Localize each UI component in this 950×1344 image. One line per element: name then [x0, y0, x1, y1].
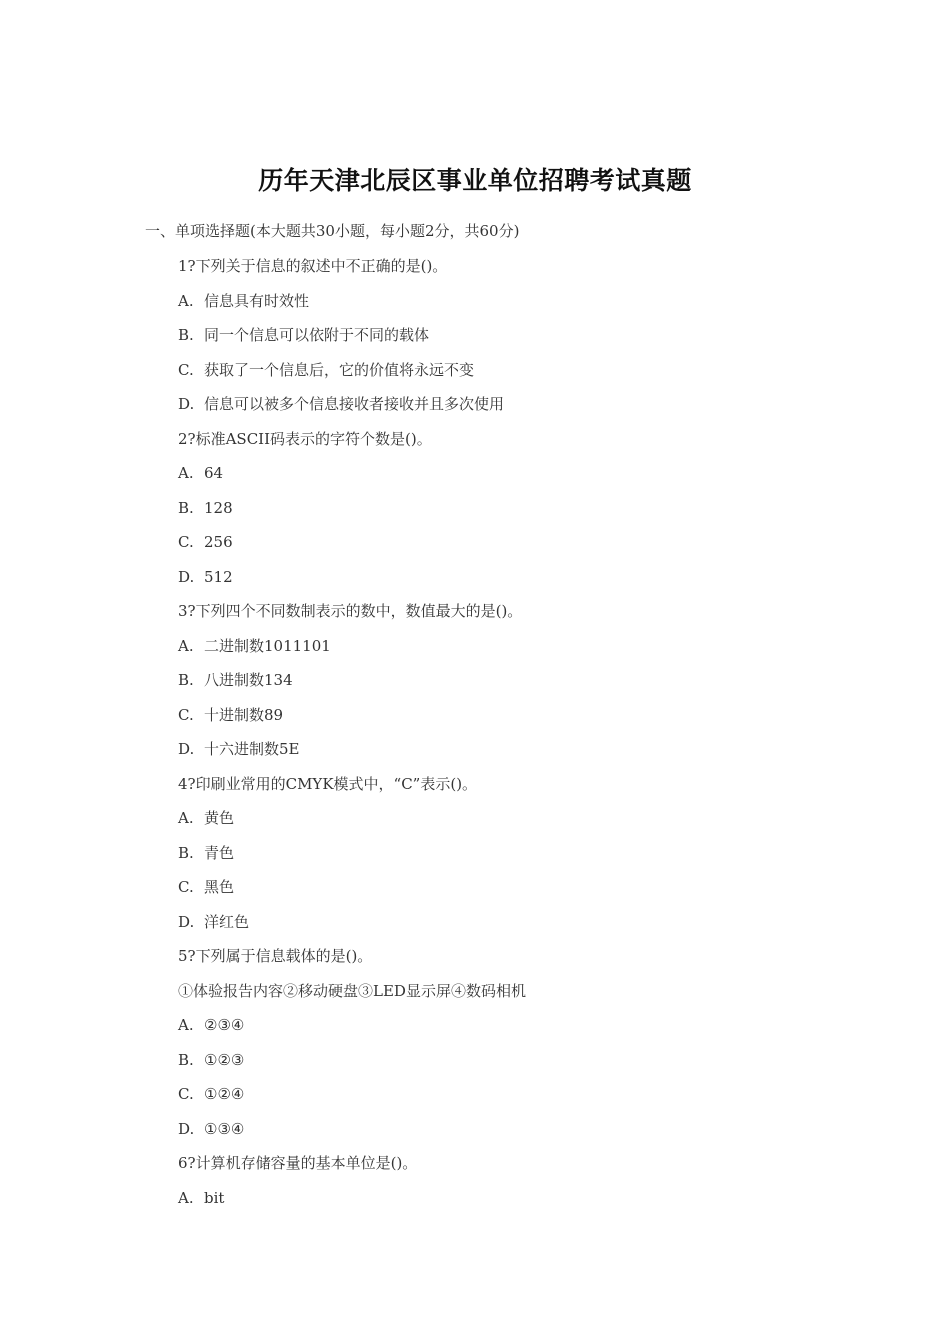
option-letter: A. [178, 464, 194, 482]
option-letter: B. [178, 498, 194, 517]
option-text: 128 [204, 498, 233, 517]
option-letter: A. [178, 1188, 194, 1207]
question-option [178, 565, 526, 600]
question-option [178, 737, 526, 772]
question-option [178, 392, 526, 427]
section-heading: 一、单项选择题(本大题共30小题，每小题2分，共60分) [145, 222, 520, 240]
option-text: 十六进制数5E [204, 740, 300, 758]
question-option [178, 634, 526, 669]
option-letter: B. [178, 1050, 194, 1069]
question-option [178, 841, 526, 876]
option-text: 256 [204, 533, 233, 551]
option-text: ②③④ [204, 1016, 245, 1034]
option-text: 八进制数134 [204, 671, 293, 689]
option-text: 黄色 [204, 809, 235, 827]
document-title: 历年天津北辰区事业单位招聘考试真题 [258, 166, 692, 195]
option-letter: D. [178, 740, 195, 758]
question-sub-stem: ①体验报告内容②移动硬盘③LED显示屏④数码相机 [178, 981, 526, 1000]
option-letter: C. [178, 533, 194, 551]
option-letter: A. [178, 636, 194, 655]
option-letter: D. [178, 395, 195, 413]
question-option [178, 1082, 526, 1117]
question-option [178, 703, 526, 738]
question-stem: 1?下列关于信息的叙述中不正确的是()。 [178, 257, 448, 275]
question-option [178, 1117, 526, 1152]
option-letter: B. [178, 671, 194, 689]
question-option [178, 289, 526, 324]
question-option [178, 910, 526, 945]
option-letter: B. [178, 843, 194, 862]
option-letter: C. [178, 360, 194, 379]
question-list [178, 254, 526, 1220]
option-text: 二进制数1011101 [204, 636, 331, 655]
question-stem: 5?下列属于信息载体的是()。 [178, 947, 373, 965]
option-letter: B. [178, 326, 194, 344]
question-option [178, 358, 526, 393]
option-text: 青色 [204, 843, 235, 862]
question-option [178, 1186, 526, 1221]
question-option [178, 668, 526, 703]
option-text: 信息具有时效性 [204, 291, 310, 310]
question-option [178, 806, 526, 841]
question-option [178, 461, 526, 496]
option-text: ①②④ [204, 1085, 245, 1103]
option-text: 信息可以被多个信息接收者接收并且多次使用 [204, 395, 505, 413]
option-letter: A. [178, 291, 194, 310]
question-stem: 3?下列四个不同数制表示的数中，数值最大的是()。 [178, 602, 523, 620]
option-letter: C. [178, 1085, 194, 1103]
question-option [178, 530, 526, 565]
question-option [178, 496, 526, 531]
option-text: ①③④ [204, 1119, 245, 1138]
option-text: 黑色 [204, 878, 235, 896]
option-text: 同一个信息可以依附于不同的载体 [204, 326, 430, 344]
question-option [178, 1048, 526, 1083]
option-letter: A. [178, 1016, 194, 1034]
option-text: ①②③ [204, 1050, 245, 1069]
question-stem: 2?标准ASCII码表示的字符个数是()。 [178, 429, 432, 448]
question-option [178, 323, 526, 358]
option-letter: A. [178, 809, 194, 827]
option-text: 512 [204, 567, 233, 586]
question-stem: 6?计算机存储容量的基本单位是()。 [178, 1154, 418, 1172]
option-text: 64 [204, 464, 224, 482]
option-letter: D. [178, 1119, 195, 1138]
option-letter: C. [178, 878, 194, 896]
option-letter: D. [178, 912, 195, 931]
option-letter: D. [178, 567, 195, 586]
question-option [178, 875, 526, 910]
option-text: 十进制数89 [204, 705, 284, 724]
option-text: bit [204, 1188, 225, 1207]
question-stem: 4?印刷业常用的CMYK模式中，“C”表示()。 [178, 774, 478, 793]
option-letter: C. [178, 705, 194, 724]
option-text: 洋红色 [204, 912, 250, 931]
option-text: 获取了一个信息后，它的价值将永远不变 [204, 360, 475, 379]
question-option [178, 1013, 526, 1048]
